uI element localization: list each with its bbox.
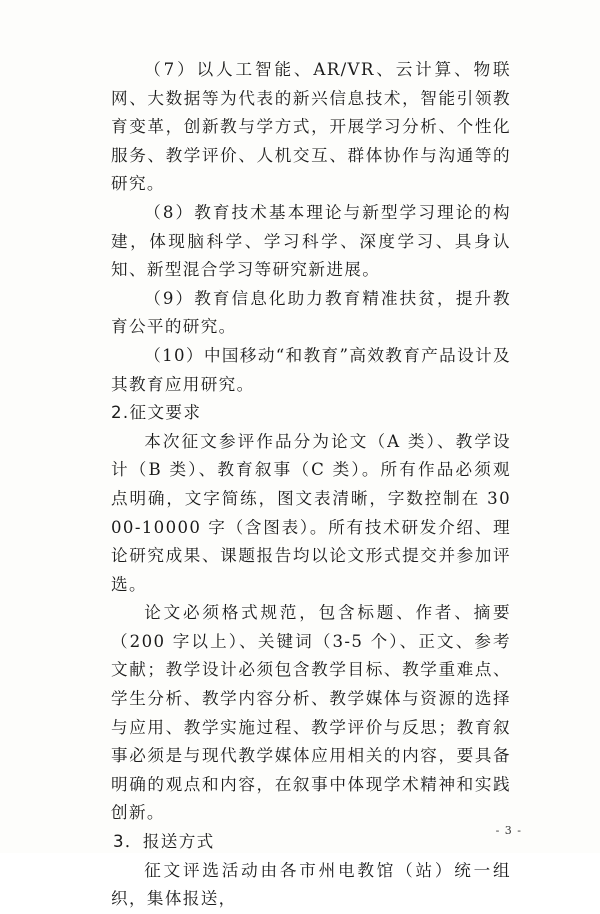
paragraph-item-9: （9）教育信息化助力教育精准扶贫，提升教育公平的研究。 [111, 288, 511, 337]
section-heading-requirements: 2.征文要求 [111, 403, 202, 423]
requirements-paragraph-format: 论文必须格式规范，包含标题、作者、摘要（200 字以上）、关键词（3-5 个）、正文、参考文献；教学设计必须包含教学目标、教学重难点、学生分析、教学内容分析、教学媒体与资源的选择与应用、教学实施过程、教学评价与反思；教育叙事必须是与现代教学媒体应用相关的内容，要具备明确的观点和内容，在叙事中体现学术精神和实践创新。 [111, 603, 511, 823]
document-body [111, 56, 511, 914]
submission-paragraph: 征文评选活动由各市州电教馆（站）统一组织，集体报送， [111, 860, 511, 909]
requirements-paragraph-categories: 本次征文参评作品分为论文（A 类）、教学设计（B 类）、教育叙事（C 类）。所有作品必须观点明确，文字简练，图文表清晰，字数控制在 3000-10000 字（含图表）。所有技术研发介绍、理论研究成果、课题报告均以论文形式提交并参加评选。 [111, 431, 511, 594]
paragraph-item-8: （8）教育技术基本理论与新型学习理论的构建，体现脑科学、学习科学、深度学习、具身认知、新型混合学习等研究新进展。 [111, 202, 511, 280]
paragraph-item-10: （10）中国移动“和教育”高效教育产品设计及其教育应用研究。 [111, 345, 511, 394]
page-number: - 3 - [495, 824, 522, 837]
section-heading-submission: 3．报送方式 [113, 832, 215, 852]
paragraph-item-7: （7）以人工智能、AR/VR、云计算、物联网、大数据等为代表的新兴信息技术，智能引领教育变革，创新教与学方式，开展学习分析、个性化服务、教学评价、人机交互、群体协作与沟通等的研究。 [111, 60, 511, 194]
